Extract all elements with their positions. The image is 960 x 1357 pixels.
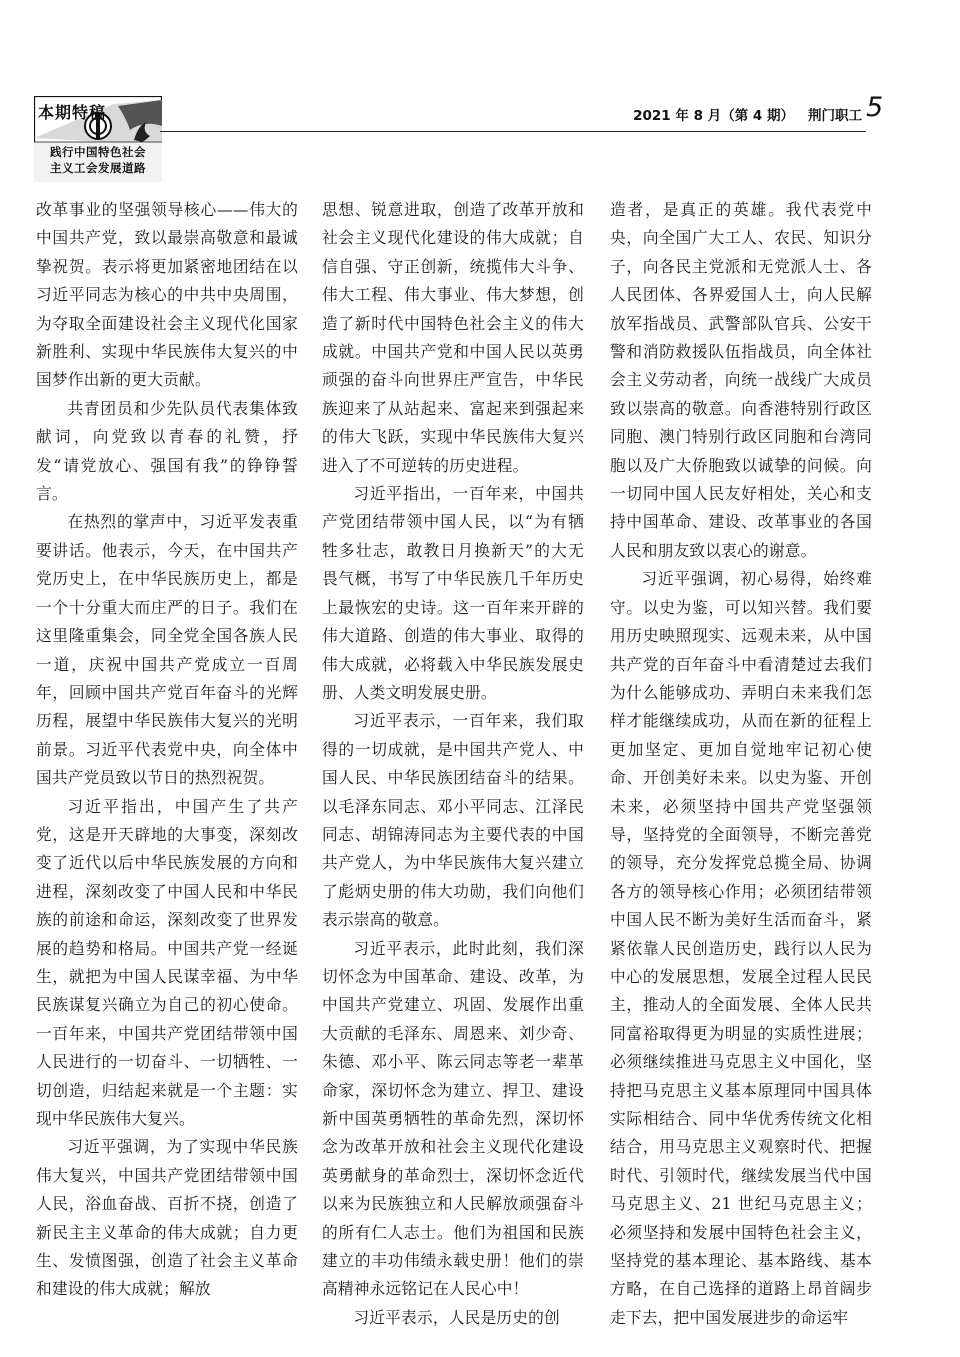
paragraph: 习近平强调，为了实现中华民族伟大复兴，中国共产党团结带领中国人民，浴血奋战、百折不挠，创造了新民主主义革命的伟大成就；自力更生、发愤图强，创造了社会主义革命和建设的伟大成就；解放 — [36, 1137, 298, 1299]
badge-subtitle-line1: 践行中国特色社会 — [50, 145, 146, 159]
paragraph: 改革事业的坚强领导核心——伟大的中国共产党，致以最崇高敬意和最诚挚祝贺。表示将更加紧密地团结在以习近平同志为核心的中共中央周围，为夺取全面建设社会主义现代化国家新胜利、实现中华民族伟大复兴的中国梦作出新的更大贡献。 — [36, 200, 298, 390]
badge-title: 本期特稿 — [38, 103, 107, 122]
text-column-2 — [322, 196, 584, 1332]
issue-date: 2021 年 8 月（第 4 期） 荆门职工 — [633, 108, 862, 124]
text-column-3 — [610, 196, 872, 1332]
paragraph: 习近平表示，此时此刻，我们深切怀念为中国革命、建设、改革，为中国共产党建立、巩固、发展作出重大贡献的毛泽东、周恩来、刘少奇、朱德、邓小平、陈云同志等老一辈革命家，深切怀念为建立、捍卫、建设新中国英勇牺牲的革命先烈，深切怀念为改革开放和社会主义现代化建设英勇献身的革命烈士，深切怀念近代以来为民族独立和人民解放顽强奋斗的所有仁人志士。他们为祖国和民族建立的丰功伟绩永载史册！他们的崇高精神永远铭记在人民心中！ — [322, 938, 584, 1299]
badge-subtitle-line2: 主义工会发展道路 — [50, 161, 146, 175]
paragraph: 习近平强调，初心易得，始终难守。以史为鉴，可以知兴替。我们要用历史映照现实、远观未来，从中国共产党的百年奋斗中看清楚过去我们为什么能够成功、弄明白未来我们怎样才能继续成功，从而在新的征程上更加坚定、更加自觉地牢记初心使命、开创美好未来。以史为鉴、开创未来，必须坚持中国共产党坚强领导，坚持党的全面领导，不断完善党的领导，充分发挥党总揽全局、协调各方的领导核心作用；必须团结带领中国人民不断为美好生活而奋斗，紧紧依靠人民创造历史，践行以人民为中心的发展思想，发展全过程人民民主，推动人的全面发展、全体人民共同富裕取得更为明显的实质性进展；必须继续推进马克思主义中国化，坚持把马克思主义基本原理同中国具体实际相结合、同中华优秀传统文化相结合，用马克思主义观察时代、把握时代、引领时代，继续发展当代中国马克思主义、21 世纪马克思主义；必须坚持和发展中国特色社会主义，坚持党的基本理论、基本路线、基本方略，在自己选择的道路上昂首阔步走下去，把中国发展进步的命运牢 — [610, 569, 872, 1327]
paragraph: 习近平指出，一百年来，中国共产党团结带领中国人民，以“为有牺牲多壮志，敢教日月换新天”的大无畏气概，书写了中华民族几千年历史上最恢宏的史诗。这一百年来开辟的伟大道路、创造的伟大事业、取得的伟大成就，必将载入中华民族发展史册、人类文明发展史册。 — [322, 484, 584, 702]
text-column-1 — [36, 196, 298, 1304]
paragraph: 习近平指出，中国产生了共产党，这是开天辟地的大事变，深刻改变了近代以后中华民族发展的方向和进程，深刻改变了中国人民和中华民族的前途和命运，深刻改变了世界发展的趋势和格局。中国共产党一经诞生，就把为中国人民谋幸福、为中华民族谋复兴确立为自己的初心使命。一百年来，中国共产党团结带领中国人民进行的一切奋斗、一切牺牲、一切创造，归结起来就是一个主题：实现中华民族伟大复兴。 — [36, 796, 298, 1128]
paragraph: 造者，是真正的英雄。我代表党中央，向全国广大工人、农民、知识分子，向各民主党派和无党派人士、各人民团体、各界爱国人士，向人民解放军指战员、武警部队官兵、公安干警和消防救援队伍指战员，向全体社会主义劳动者，向统一战线广大成员致以崇高的敬意。向香港特别行政区同胞、澳门特别行政区同胞和台湾同胞以及广大侨胞致以诚挚的问候。向一切同中国人民友好相处，关心和支持中国革命、建设、改革事业的各国人民和朋友致以衷心的谢意。 — [610, 200, 872, 560]
header-divider — [160, 131, 866, 132]
paragraph: 在热烈的掌声中，习近平发表重要讲话。他表示，今天，在中国共产党历史上，在中华民族历史上，都是一个十分重大而庄严的日子。我们在这里隆重集会，同全党全国各族人民一道，庆祝中国共产党成立一百周年，回顾中国共产党百年奋斗的光辉历程，展望中华民族伟大复兴的光明前景。习近平代表党中央，向全体中国共产党员致以节日的热烈祝贺。 — [36, 512, 298, 788]
column-badge — [34, 96, 162, 182]
paragraph: 习近平表示，一百年来，我们取得的一切成就，是中国共产党人、中国人民、中华民族团结奋斗的结果。以毛泽东同志、邓小平同志、江泽民同志、胡锦涛同志为主要代表的中国共产党人，为中华民族伟大复兴建立了彪炳史册的伟大功勋，我们向他们表示崇高的敬意。 — [322, 711, 584, 930]
paragraph: 思想、锐意进取，创造了改革开放和社会主义现代化建设的伟大成就；自信自强、守正创新，统揽伟大斗争、伟大工程、伟大事业、伟大梦想，创造了新时代中国特色社会主义的伟大成就。中国共产党和中国人民以英勇顽强的奋斗向世界庄严宣告，中华民族迎来了从站起来、富起来到强起来的伟大飞跃，实现中华民族伟大复兴进入了不可逆转的历史进程。 — [322, 200, 584, 475]
paragraph: 习近平表示，人民是历史的创 — [353, 1307, 560, 1327]
page-number: 5 — [866, 92, 884, 123]
journal-name-inline: 荆门职工 — [808, 108, 862, 124]
paragraph: 共青团员和少先队员代表集体致献词，向党致以青春的礼赞，抒发“请党放心、强国有我”的铮铮誓言。 — [36, 398, 298, 504]
